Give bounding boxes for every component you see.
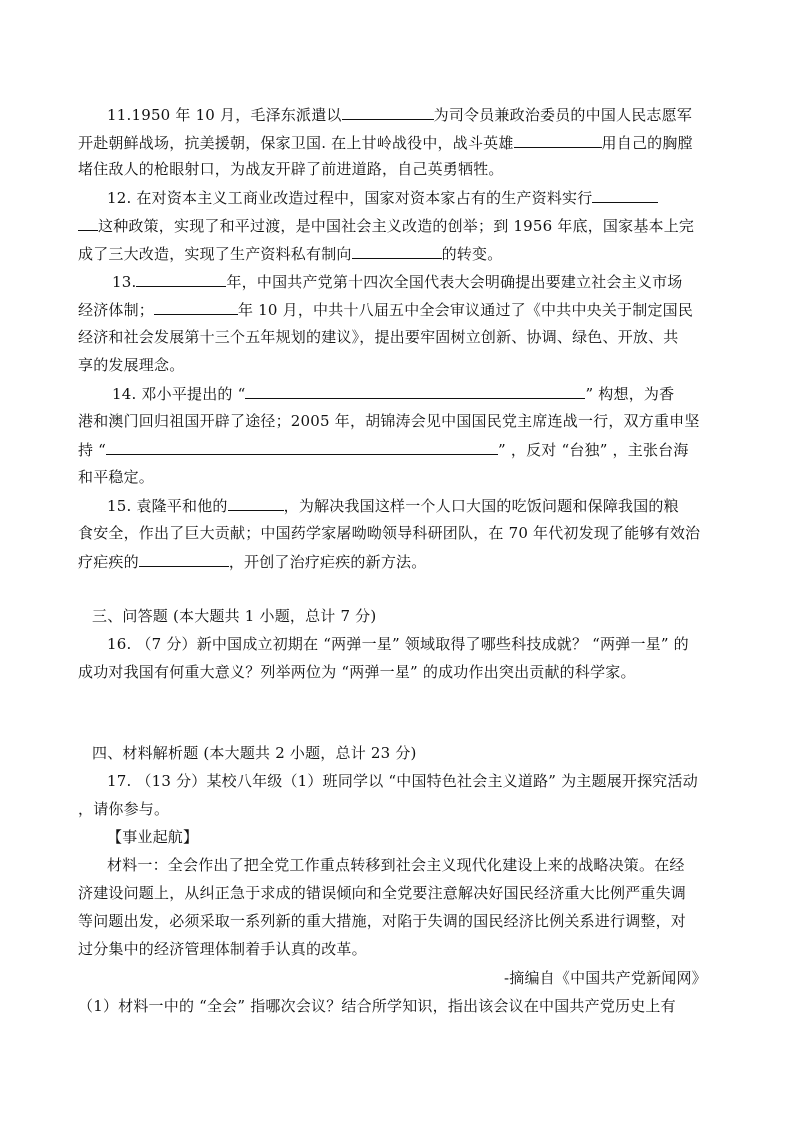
answer-blank [342, 104, 434, 120]
q16-line1: 16. （7 分）新中国成立初期在 “两弹一星” 领域取得了哪些科技成就？ “两弹一星” 的 [107, 635, 689, 653]
q12-line3 [78, 243, 502, 264]
subsection-heading: 【事业起航】 [107, 828, 199, 846]
q14-line3 [78, 439, 689, 460]
q15-text-d: 疗疟疾的 [78, 553, 139, 571]
q13-line1 [112, 271, 682, 292]
q14-line1 [112, 383, 674, 404]
q13-text-a: 13. [112, 273, 137, 291]
q12-line1 [107, 187, 658, 208]
q12-text-b: 这种政策，实现了和平过渡，是中国社会主义改造的创举；到 1956 年底，国家基本上完 [98, 217, 695, 235]
q11-text-b: 为司令员兼政治委员的中国人民志愿军 [433, 106, 693, 124]
q17-line2: ，请你参与。 [78, 800, 170, 818]
q15-text-b: ，为解决我国这样一个人口大国的吃饭问题和保障我国的粮 [283, 497, 679, 515]
section3-heading: 三、问答题 (本大题共 1 小题，总计 7 分) [92, 607, 377, 625]
answer-blank [106, 439, 498, 455]
material1-line3: 等问题出发，必须采取一系列新的重大措施，对陷于失调的国民经济比例关系进行调整，对 [78, 912, 687, 930]
q14-text-d: 持 “ [78, 441, 107, 459]
q13-text-d: 年 10 月，中共十八届五中全会审议通过了《中共中央关于制定国民 [238, 301, 694, 319]
q11-text-d: 用自己的胸膛 [601, 134, 693, 152]
q13-text-b: 年，中国共产党第十四次全国代表大会明确提出要建立社会主义市场 [226, 273, 683, 291]
q15-line1 [107, 495, 679, 516]
q17-line1: 17. （13 分）某校八年级（1）班同学以 “中国特色社会主义道路” 为主题展开探究活动 [107, 772, 698, 790]
answer-blank [514, 132, 602, 148]
q11-line1 [107, 104, 692, 125]
q12-text-c: 成了三大改造，实现了生产资料私有制向 [78, 245, 352, 263]
q14-text-b: ” 构想，为香 [585, 385, 675, 403]
answer-blank [78, 215, 98, 231]
answer-blank [228, 495, 284, 511]
q14-line2: 港和澳门回归祖国开辟了途径；2005 年，胡锦涛会见中国国民党主席连战一行，双方重申坚 [78, 412, 700, 430]
material-source: -摘编自《中国共产党新闻网》 [504, 969, 707, 987]
answer-blank [154, 299, 238, 315]
q13-line2 [78, 299, 693, 320]
q11-line3: 堵住敌人的枪眼射口，为战友开辟了前进道路，自己英勇牺牲。 [78, 160, 504, 178]
q13-line3: 经济和社会发展第十三个五年规划的建议》，提出要牢固树立创新、协调、绿色、开放、共 [78, 328, 679, 346]
section4-heading: 四、材料解析题 (本大题共 2 小题，总计 23 分) [92, 744, 417, 762]
q13-line4: 享的发展理念。 [78, 356, 185, 374]
answer-blank [352, 243, 442, 259]
q15-text-a: 15. 袁隆平和他的 [107, 497, 228, 515]
answer-blank [136, 271, 226, 287]
q15-line2: 食安全，作出了巨大贡献；中国药学家屠呦呦领导科研团队，在 70 年代初发现了能够有效治 [78, 524, 701, 542]
q15-text-e: ，开创了治疗疟疾的新方法。 [228, 553, 427, 571]
q15-line3 [78, 551, 426, 572]
answer-blank [139, 551, 229, 567]
q11-line2 [78, 132, 693, 153]
material1-line2: 济建设问题上，从纠正急于求成的错误倾向和全党要注意解决好国民经济重大比例严重失调 [78, 884, 687, 902]
material1-line4: 过分集中的经济管理体制着手认真的改革。 [78, 940, 367, 958]
q12-text-d: 的转变。 [441, 245, 503, 263]
material1-line1: 材料一：全会作出了把全党工作重点转移到社会主义现代化建设上来的战略决策。在经 [107, 856, 685, 874]
q14-line4: 和平稳定。 [78, 468, 155, 486]
q14-text-e: ” ，反对 “台独” ，主张台海 [498, 441, 689, 459]
q14-text-a: 14. 邓小平提出的 “ [112, 385, 246, 403]
answer-blank [592, 187, 658, 203]
answer-blank [245, 383, 585, 399]
q17-sub1: （1）材料一中的 “全会” 指哪次会议？结合所学知识，指出该会议在中国共产党历史上有 [78, 997, 676, 1015]
q12-text-a: 12. 在对资本主义工商业改造过程中，国家对资本家占有的生产资料实行 [107, 189, 593, 207]
q13-text-c: 经济体制； [78, 301, 155, 319]
q11-text-a: 11.1950 年 10 月，毛泽东派遣以 [107, 106, 342, 124]
q11-text-c: 开赴朝鲜战场，抗美援朝，保家卫国. 在上甘岭战役中，战斗英雄 [78, 134, 514, 152]
q16-line2: 成功对我国有何重大意义？列举两位为 “两弹一星” 的成功作出突出贡献的科学家。 [78, 663, 636, 681]
q12-line2 [78, 215, 694, 236]
